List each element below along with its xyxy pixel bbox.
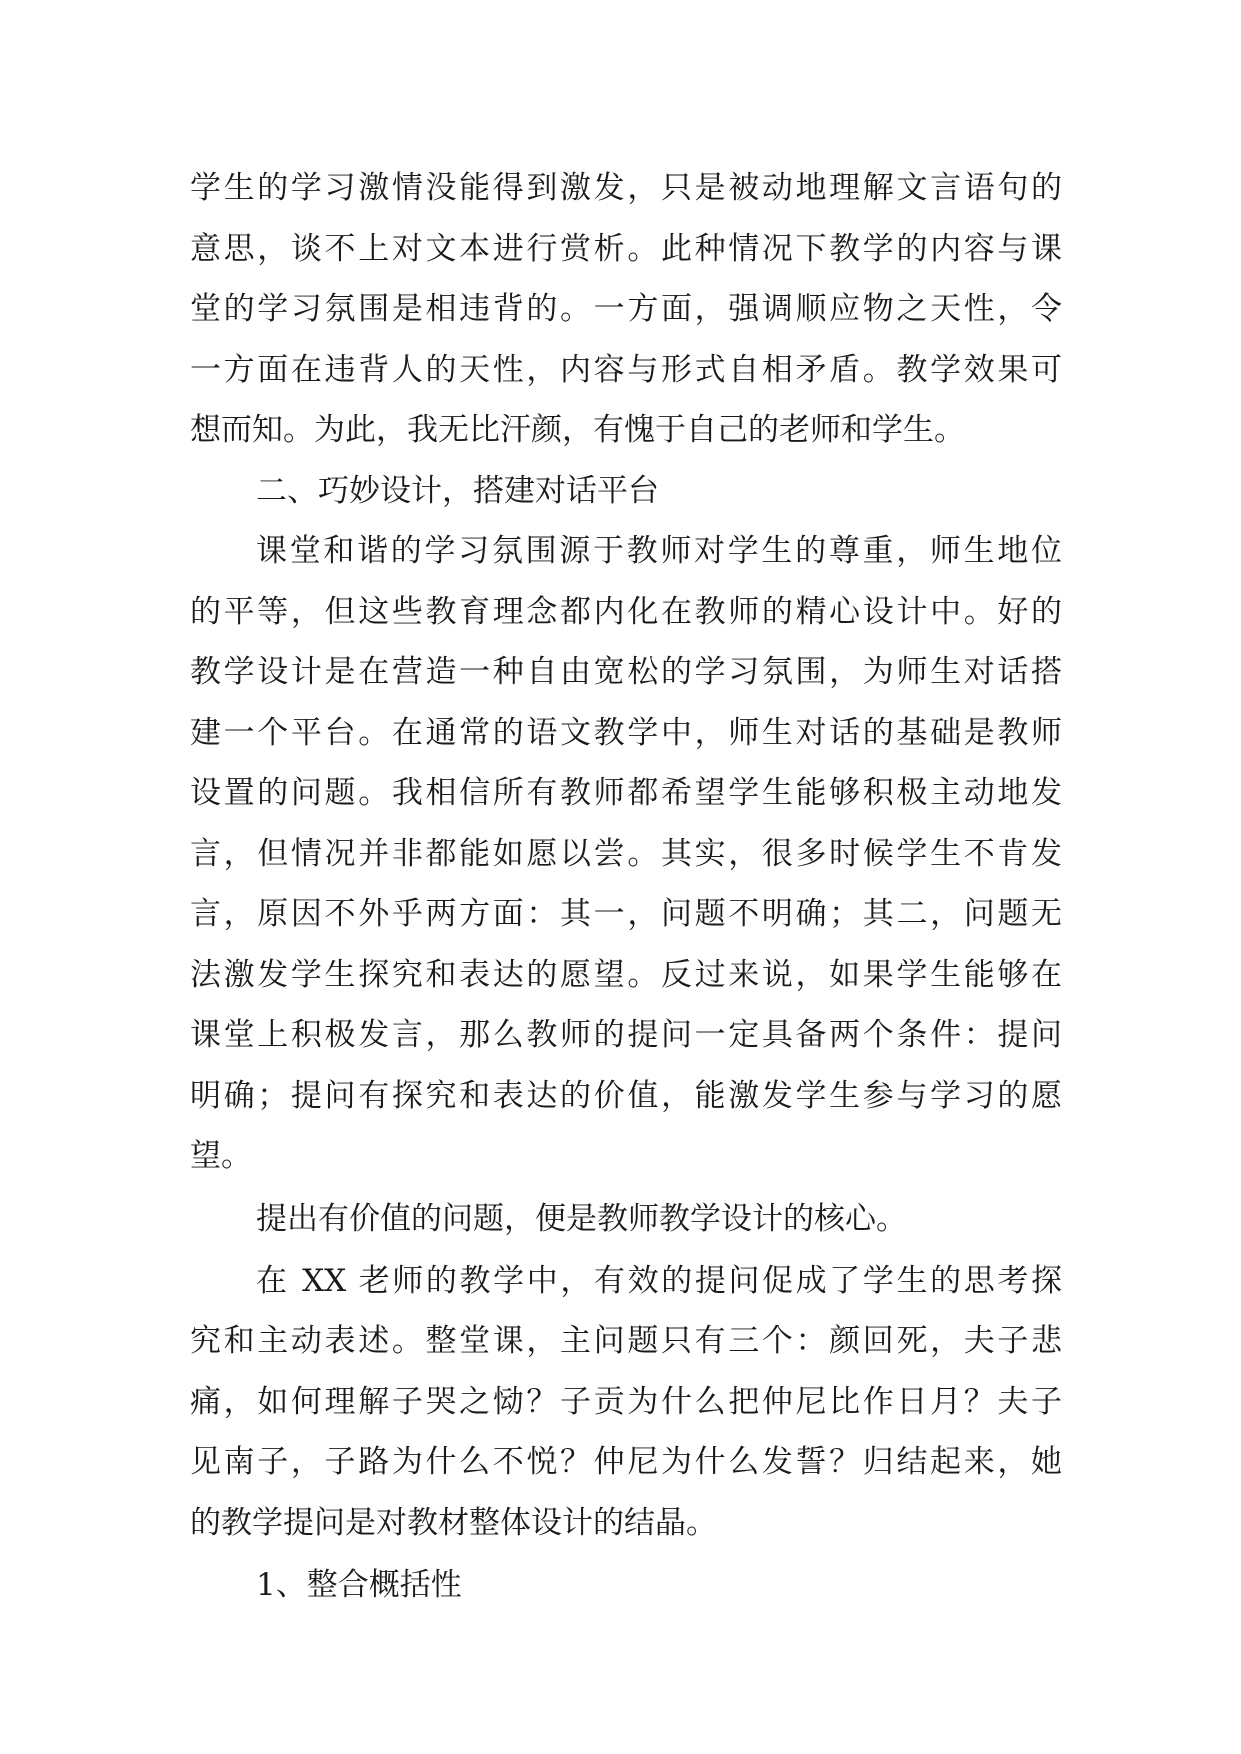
text-line: 言，但情况并非都能如愿以尝。其实，很多时候学生不肯发 <box>190 835 1062 872</box>
text-line: 意思，谈不上对文本进行赏析。此种情况下教学的内容与课 <box>190 230 1062 267</box>
text-line: 建一个平台。在通常的语文教学中，师生对话的基础是教师 <box>190 714 1062 751</box>
text-line: 究和主动表述。整堂课，主问题只有三个：颜回死，夫子悲 <box>190 1323 1062 1359</box>
text-line: 痛，如何理解子哭之恸？子贡为什么把仲尼比作日月？夫子 <box>190 1383 1062 1420</box>
text-line: 教学设计是在营造一种自由宽松的学习氛围，为师生对话搭 <box>190 654 1062 690</box>
text-line: 堂的学习氛围是相违背的。一方面，强调顺应物之天性，令 <box>190 291 1062 327</box>
text-line: 见南子，子路为什么不悦？仲尼为什么发誓？归结起来，她 <box>190 1444 1062 1480</box>
text-line: 望。 <box>190 1138 252 1174</box>
subsection-heading: 1、整合概括性 <box>256 1567 462 1603</box>
text-line: 想而知。为此，我无比汗颜，有愧于自己的老师和学生。 <box>190 412 965 448</box>
text-line: 言，原因不外乎两方面：其一，问题不明确；其二，问题无 <box>190 896 1062 932</box>
text-line: 学生的学习激情没能得到激发，只是被动地理解文言语句的 <box>190 170 1062 206</box>
text-line: 明确；提问有探究和表达的价值，能激发学生参与学习的愿 <box>190 1077 1062 1114</box>
text-line: 的教学提问是对教材整体设计的结晶。 <box>190 1504 717 1541</box>
text-line: 法激发学生探究和表达的愿望。反过来说，如果学生能够在 <box>190 956 1062 993</box>
text-line: 课堂和谐的学习氛围源于教师对学生的尊重，师生地位 <box>256 533 1062 569</box>
text-line: 在 XX 老师的教学中，有效的提问促成了学生的思考探 <box>256 1262 1062 1299</box>
text-line: 设置的问题。我相信所有教师都希望学生能够积极主动地发 <box>190 775 1062 811</box>
text-line: 提出有价值的问题，便是教师教学设计的核心。 <box>256 1200 907 1237</box>
text-line: 的平等，但这些教育理念都内化在教师的精心设计中。好的 <box>190 593 1062 630</box>
document-body <box>190 158 1062 1617</box>
text-line: 课堂上积极发言，那么教师的提问一定具备两个条件：提问 <box>190 1017 1062 1053</box>
section-heading: 二、巧妙设计，搭建对话平台 <box>256 472 659 509</box>
text-line: 一方面在违背人的天性，内容与形式自相矛盾。教学效果可 <box>190 351 1062 388</box>
